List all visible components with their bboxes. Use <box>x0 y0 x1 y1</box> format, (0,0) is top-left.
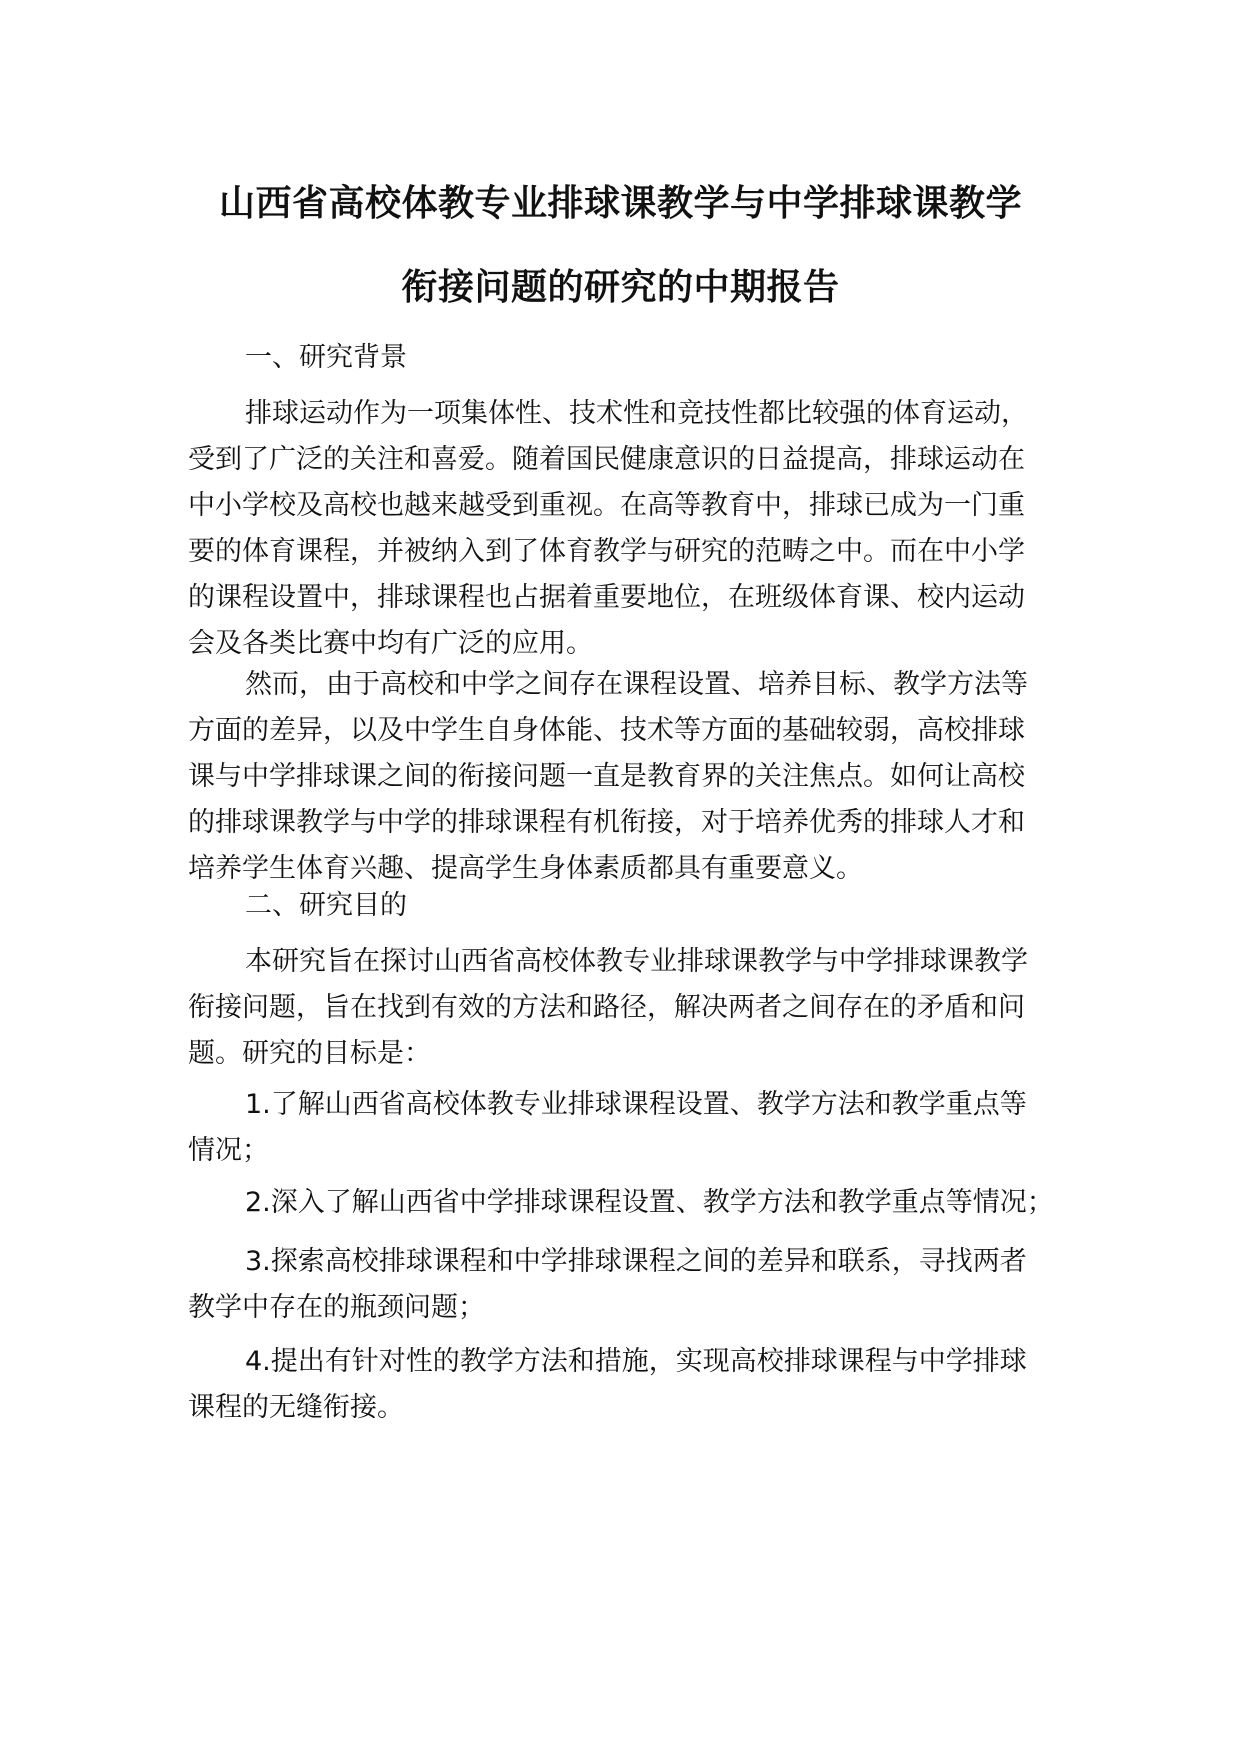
text-line: 2.深入了解山西省中学排球课程设置、教学方法和教学重点等情况； <box>245 1187 1054 1218</box>
text-line: 题。研究的目标是： <box>188 1038 431 1069</box>
text-line: 4.提出有针对性的教学方法和措施，实现高校排球课程与中学排球 <box>245 1346 1027 1377</box>
text-line: 中小学校及高校也越来越受到重视。在高等教育中，排球已成为一门重 <box>188 490 1025 521</box>
text-line: 情况； <box>188 1135 269 1166</box>
text-line: 课与中学排球课之间的衔接问题一直是教育界的关注焦点。如何让高校 <box>188 761 1025 792</box>
text-line: 本研究旨在探讨山西省高校体教专业排球课教学与中学排球课教学 <box>245 946 1028 977</box>
objective-item-2 <box>188 1180 1088 1226</box>
text-line: 3.探索高校排球课程和中学排球课程之间的差异和联系，寻找两者 <box>245 1246 1027 1277</box>
text-line: 培养学生体育兴趣、提高学生身体素质都具有重要意义。 <box>188 853 863 884</box>
objective-item-4 <box>188 1339 1048 1431</box>
title-line-1: 山西省高校体教专业排球课教学与中学排球课教学 <box>218 183 1022 224</box>
text-line: 会及各类比赛中均有广泛的应用。 <box>188 628 593 659</box>
text-line: 课程的无缝衔接。 <box>188 1392 404 1423</box>
text-line: 1.了解山西省高校体教专业排球课程设置、教学方法和教学重点等 <box>245 1089 1027 1120</box>
text-line: 衔接问题，旨在找到有效的方法和路径，解决两者之间存在的矛盾和问 <box>188 992 1025 1023</box>
section-1-paragraph-2 <box>188 662 1048 892</box>
text-line: 要的体育课程，并被纳入到了体育教学与研究的范畴之中。而在中小学 <box>188 536 1025 567</box>
text-line: 然而，由于高校和中学之间存在课程设置、培养目标、教学方法等 <box>245 669 1028 700</box>
text-line: 受到了广泛的关注和喜爱。随着国民健康意识的日益提高，排球运动在 <box>188 444 1025 475</box>
section-1-paragraph-1 <box>188 391 1048 667</box>
text-line: 方面的差异，以及中学生自身体能、技术等方面的基础较弱，高校排球 <box>188 715 1025 746</box>
text-line: 排球运动作为一项集体性、技术性和竞技性都比较强的体育运动， <box>245 398 1028 429</box>
section-2-heading: 二、研究目的 <box>245 890 407 921</box>
objective-item-1 <box>188 1082 1048 1174</box>
section-1-heading: 一、研究背景 <box>245 342 407 373</box>
objective-item-3 <box>188 1239 1048 1331</box>
section-2-paragraph-1 <box>188 939 1048 1077</box>
text-line: 教学中存在的瓶颈问题； <box>188 1292 485 1323</box>
title-line-2: 衔接问题的研究的中期报告 <box>401 267 840 308</box>
text-line: 的课程设置中，排球课程也占据着重要地位，在班级体育课、校内运动 <box>188 582 1025 613</box>
text-line: 的排球课教学与中学的排球课程有机衔接，对于培养优秀的排球人才和 <box>188 807 1025 838</box>
